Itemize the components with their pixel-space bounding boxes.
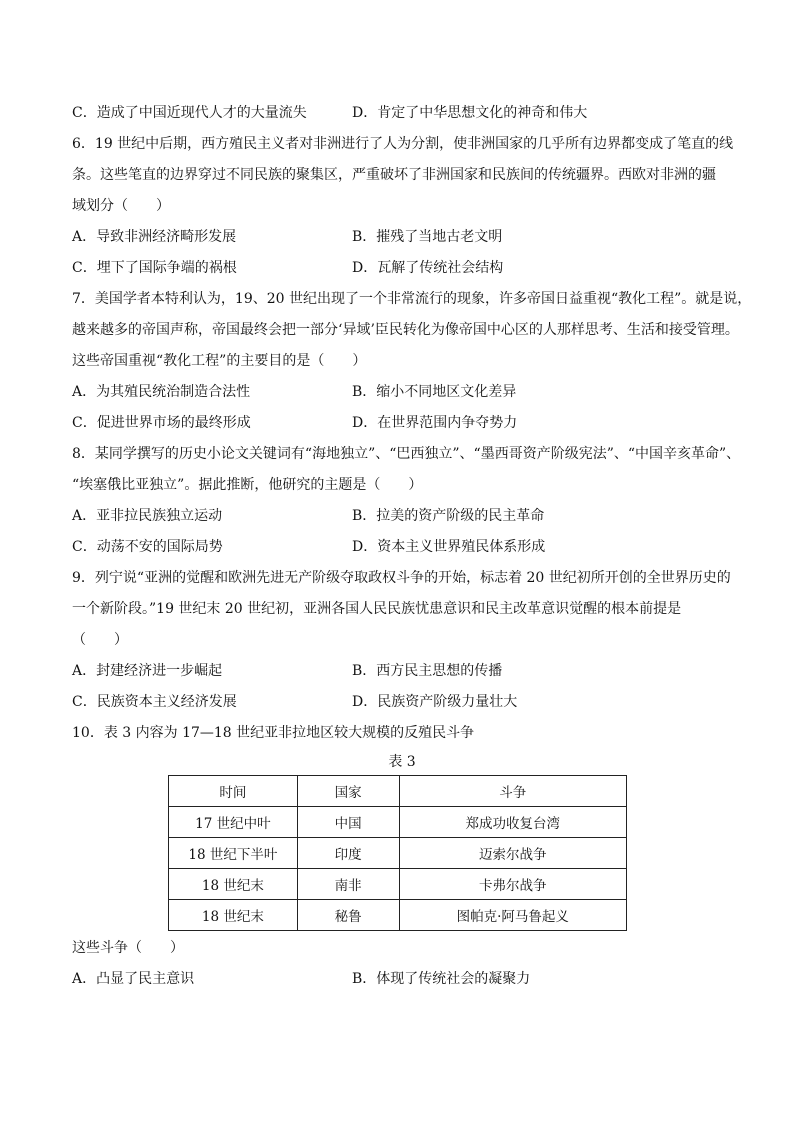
table-row (169, 900, 627, 931)
question-7 (72, 284, 752, 439)
question-6 (72, 129, 732, 284)
q9-option-b: B．西方民主思想的传播 (352, 663, 503, 679)
question-9 (72, 563, 732, 718)
q6-stem-line: 域划分（ ） (72, 198, 170, 214)
q5-option-d: D．肯定了中华思想文化的神奇和伟大 (352, 105, 588, 121)
q9-option-a: A．封建经济进一步崛起 (72, 663, 223, 679)
q8-stem-line: 8．某同学撰写的历史小论文关键词有“海地独立”、“巴西独立”、“墨西哥资产阶级宪法”、“中国辛亥革命”、 (72, 446, 741, 462)
q7-option-c: C．促进世界市场的最终形成 (72, 415, 251, 431)
q10-stem: 10．表 3 内容为 17—18 世纪亚非拉地区较大规模的反殖民斗争 (72, 725, 475, 741)
table-caption: 表 3 (388, 754, 416, 770)
table-row (169, 838, 627, 869)
exam-page (72, 98, 752, 995)
q8-option-a: A．亚非拉民族独立运动 (72, 508, 223, 524)
q5-options (72, 98, 732, 129)
table-cell: 秘鲁 (297, 900, 399, 931)
q8-stem-line: “埃塞俄比亚独立”。据此推断，他研究的主题是（ ） (72, 477, 423, 493)
table-header-cell: 斗争 (399, 776, 627, 807)
q6-option-d: D．瓦解了传统社会结构 (352, 260, 504, 276)
q6-option-a: A．导致非洲经济畸形发展 (72, 229, 237, 245)
table-header-cell: 国家 (297, 776, 399, 807)
q6-option-b: B．摧残了当地古老文明 (352, 229, 503, 245)
q9-stem-line: （ ） (72, 632, 128, 648)
q9-stem-line: 9．列宁说“亚洲的觉醒和欧洲先进无产阶级夺取政权斗争的开始，标志着 20 世纪初所开创的全世界历史的 (72, 570, 731, 586)
struggle-table (168, 775, 627, 931)
table-cell: 18 世纪末 (169, 900, 298, 931)
table-row (169, 869, 627, 900)
q8-option-b: B．拉美的资产阶级的民主革命 (352, 508, 545, 524)
q10-option-a: A．凸显了民主意识 (72, 971, 195, 987)
table-row (169, 807, 627, 838)
table-cell: 17 世纪中叶 (169, 807, 298, 838)
q9-stem-line: 一个新阶段。”19 世纪末 20 世纪初，亚洲各国人民民族忧患意识和民主改革意识觉醒的根本前提是 (72, 601, 682, 617)
question-8 (72, 439, 741, 563)
q8-option-d: D．资本主义世界殖民体系形成 (352, 539, 546, 555)
q7-stem-line: 7．美国学者本特利认为，19、20 世纪出现了一个非常流行的现象，许多帝国日益重视“教化工程”。就是说， (72, 291, 752, 307)
q6-stem-line: 6．19 世纪中后期，西方殖民主义者对非洲进行了人为分割，使非洲国家的几乎所有边界都变成了笔直的线 (72, 136, 734, 152)
table-cell: 印度 (297, 838, 399, 869)
table-cell: 图帕克·阿马鲁起义 (399, 900, 627, 931)
q9-option-c: C．民族资本主义经济发展 (72, 694, 237, 710)
q9-option-d: D．民族资产阶级力量壮大 (352, 694, 518, 710)
q8-option-c: C．动荡不安的国际局势 (72, 539, 223, 555)
q7-option-a: A．为其殖民统治制造合法性 (72, 384, 251, 400)
table-cell: 中国 (297, 807, 399, 838)
q6-stem-line: 条。这些笔直的边界穿过不同民族的聚集区，严重破坏了非洲国家和民族间的传统疆界。西欧对非洲的疆 (72, 167, 716, 183)
table-cell: 18 世纪下半叶 (169, 838, 298, 869)
table-cell: 郑成功收复台湾 (399, 807, 627, 838)
q5-option-c: C．造成了中国近现代人才的大量流失 (72, 105, 307, 121)
table-header-cell: 时间 (169, 776, 298, 807)
q10-option-b: B．体现了传统社会的凝聚力 (352, 971, 531, 987)
table-cell: 迈索尔战争 (399, 838, 627, 869)
q7-option-d: D．在世界范围内争夺势力 (352, 415, 518, 431)
table-cell: 卡弗尔战争 (399, 869, 627, 900)
question-10 (72, 718, 732, 995)
table-cell: 南非 (297, 869, 399, 900)
q7-stem-line: 这些帝国重视“教化工程”的主要目的是（ ） (72, 353, 367, 369)
q7-stem-line: 越来越多的帝国声称，帝国最终会把一部分‘异域’臣民转化为像帝国中心区的人那样思考、生活和接受管理。 (72, 322, 739, 338)
q10-question: 这些斗争（ ） (72, 940, 184, 956)
table-header-row (169, 776, 627, 807)
q7-option-b: B．缩小不同地区文化差异 (352, 384, 517, 400)
q6-option-c: C．埋下了国际争端的祸根 (72, 260, 237, 276)
table-cell: 18 世纪末 (169, 869, 298, 900)
